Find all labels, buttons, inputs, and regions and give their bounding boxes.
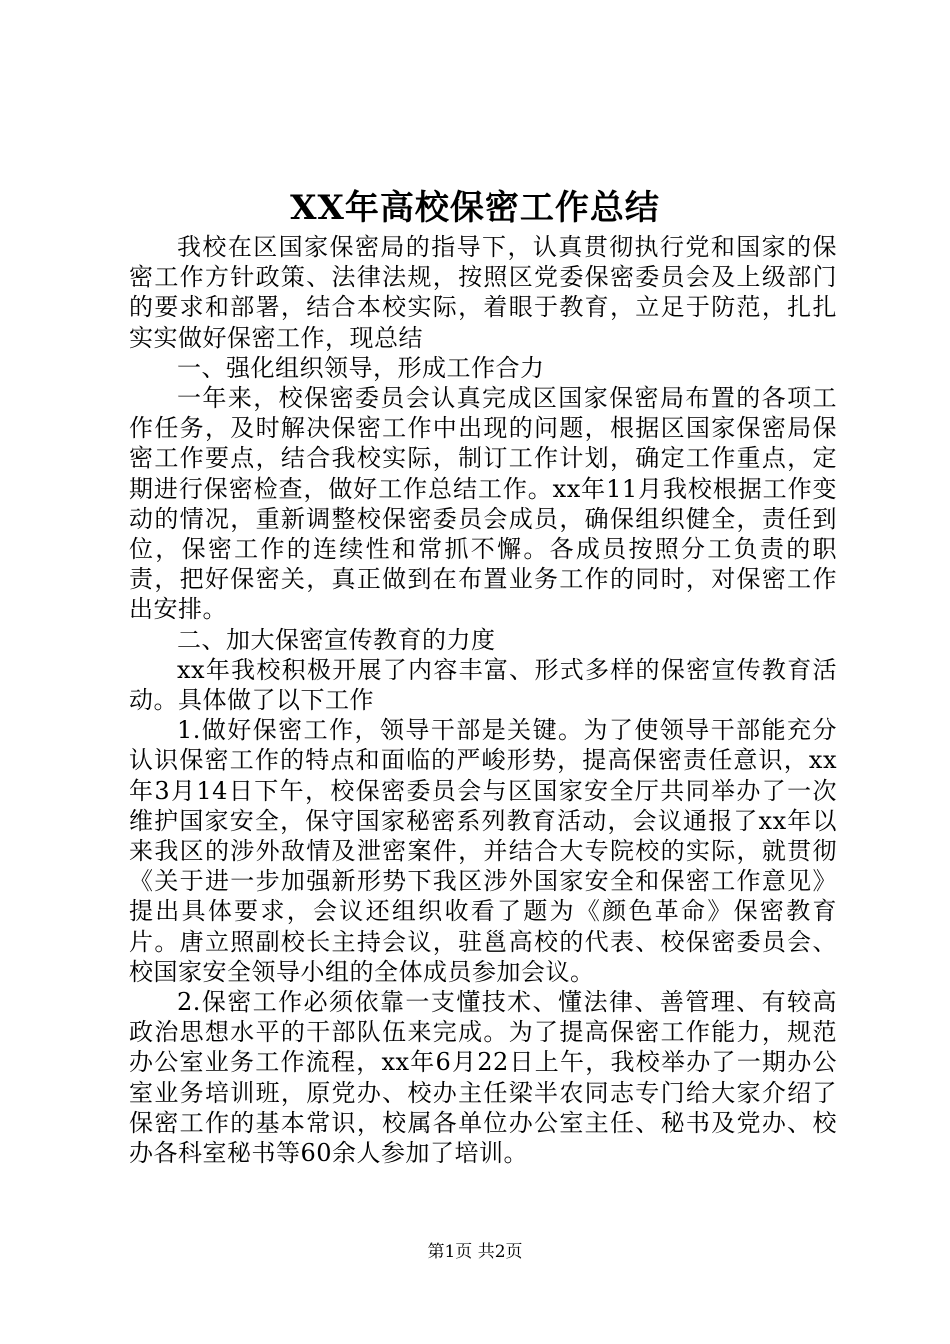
document-body bbox=[129, 232, 837, 1168]
section-2-item-1-paragraph: 1.做好保密工作，领导干部是关键。为了使领导干部能充分认识保密工作的特点和面临的严峻形势，提高保密责任意识，xx年3月14日下午，校保密委员会与区国家安全厅共同举办了一次维护国家安全，保守国家秘密系列教育活动，会议通报了xx年以来我区的涉外敌情及泄密案件，并结合大专院校的实际，就贯彻《关于进一步加强新形势下我区涉外国家安全和保密工作意见》提出具体要求，会议还组织收看了题为《颜色革命》保密教育片。唐立照副校长主持会议，驻邕高校的代表、校保密委员会、校国家安全领导小组的全体成员参加会议。 bbox=[129, 716, 837, 986]
intro-paragraph: 我校在区国家保密局的指导下，认真贯彻执行党和国家的保密工作方针政策、法律法规，按照区党委保密委员会及上级部门的要求和部署，结合本校实际，着眼于教育，立足于防范，扎扎实实做好保密工作，现总结 bbox=[129, 233, 837, 352]
section-2-intro-paragraph: xx年我校积极开展了内容丰富、形式多样的保密宣传教育活动。具体做了以下工作 bbox=[129, 655, 837, 715]
section-heading-1: 一、强化组织领导，形成工作合力 bbox=[177, 353, 545, 382]
section-2-item-2-paragraph: 2.保密工作必须依靠一支懂技术、懂法律、善管理、有较高政治思想水平的干部队伍来完成。为了提高保密工作能力，规范办公室业务工作流程，xx年6月22日上午，我校举办了一期办公室业务培训班，原党办、校办主任梁半农同志专门给大家介绍了保密工作的基本常识，校属各单位办公室主任、秘书及党办、校办各科室秘书等60余人参加了培训。 bbox=[129, 988, 837, 1168]
document-title: XX年高校保密工作总结 bbox=[290, 188, 660, 228]
page-footer: 第1页 共2页 bbox=[427, 1242, 523, 1262]
section-1-paragraph: 一年来，校保密委员会认真完成区国家保密局布置的各项工作任务，及时解决保密工作中出现的问题，根据区国家保密局保密工作要点，结合我校实际，制订工作计划，确定工作重点，定期进行保密检查，做好工作总结工作。xx年11月我校根据工作变动的情况，重新调整校保密委员会成员，确保组织健全，责任到位，保密工作的连续性和常抓不懈。各成员按照分工负责的职责，把好保密关，真正做到在布置业务工作的同时，对保密工作出安排。 bbox=[129, 384, 837, 624]
section-heading-2: 二、加大保密宣传教育的力度 bbox=[177, 625, 496, 654]
